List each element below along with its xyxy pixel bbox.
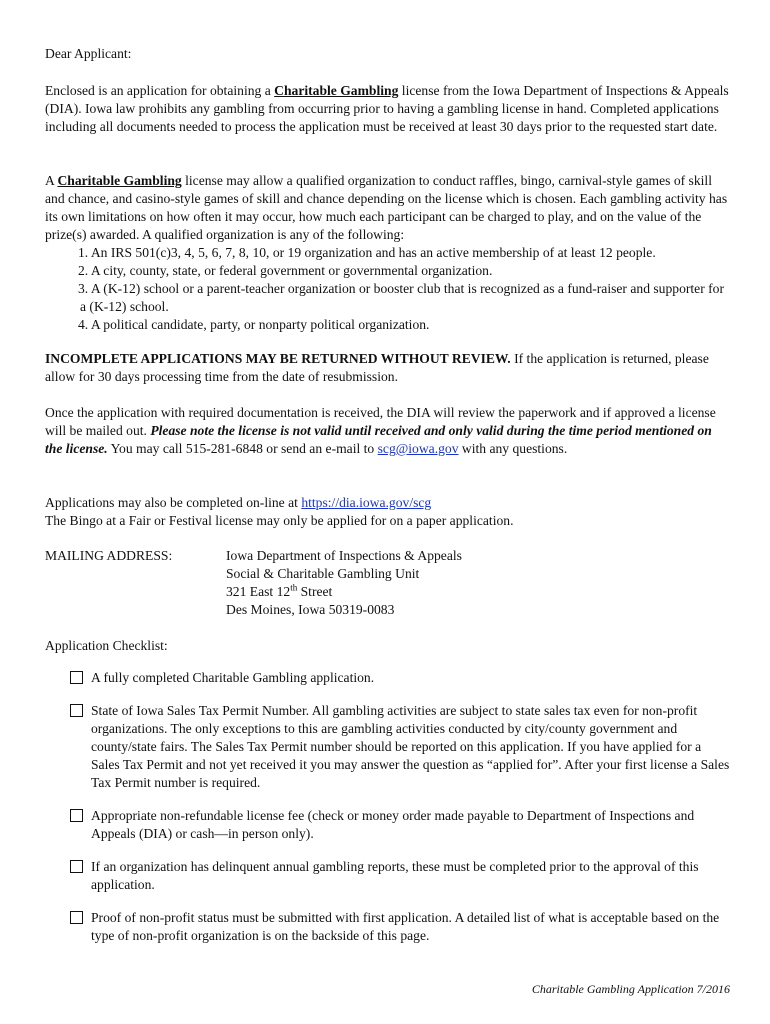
checklist-item (70, 702, 730, 792)
validity-note: Please note the license is not valid until received and only valid during the time period mentioned on the license. (45, 423, 712, 456)
qualified-organization-list (45, 244, 730, 334)
online-text: Applications may also be completed on-line at (45, 495, 302, 510)
intro-text-end: license from the Iowa Department of Inspections & Appeals (DIA). Iowa law prohibits any gambling from occurring prior to having a gambling license in hand. Completed applications including all documents needed to process the application must be received at least 30 days prior to the requested start date. (45, 83, 729, 134)
list-item: 2. A city, county, state, or federal government or governmental organization. (78, 263, 493, 278)
incomplete-warning: INCOMPLETE APPLICATIONS MAY BE RETURNED WITHOUT REVIEW. (45, 351, 511, 366)
bingo-note: The Bingo at a Fair or Festival license may only be applied for on a paper application. (45, 513, 514, 528)
review-paragraph (45, 404, 730, 458)
charitable-gambling-term: Charitable Gambling (57, 173, 182, 188)
intro-text-start: Enclosed is an application for obtaining a (45, 83, 275, 98)
license-text-start: A (45, 173, 58, 188)
checklist-title: Application Checklist: (45, 638, 168, 653)
mailing-address (226, 547, 626, 619)
checkbox[interactable] (70, 704, 83, 717)
checklist-item-text: If an organization has delinquent annual gambling reports, these must be completed prior to the approval of this application. (91, 859, 699, 892)
incomplete-warning-paragraph (45, 350, 730, 386)
page-footer: Charitable Gambling Application 7/2016 (531, 982, 730, 996)
checklist-item-text: State of Iowa Sales Tax Permit Number. All gambling activities are subject to state sales tax even for non-profit organizations. The only exceptions to this are gambling activities conducted by city/county government and county/state fairs. The Sales Tax Permit number should be reported on this application. If you have applied for a Sales Tax Permit and not yet received it you may answer the question as “applied for”. After your first license a Sales Tax Permit number is required. (91, 703, 730, 790)
license-text-end: license may allow a qualified organization to conduct raffles, bingo, carnival-style games of skill and chance, and casino-style games of skill and chance depending on the license which is chosen. Each gambling activity has its own limitations on how often it may occur, how much each participant can be charged to play, and on the value of the prize(s) awarded. A qualified organization is any of the following: (45, 173, 728, 242)
address-line: Des Moines, Iowa 50319-0083 (226, 602, 395, 617)
ordinal-suffix: th (290, 582, 298, 593)
street-number: 321 East 12 (226, 584, 291, 599)
review-text-mid: You may call 515-281-6848 or send an e-mail to (107, 441, 378, 456)
email-link[interactable]: scg@iowa.gov (377, 441, 459, 456)
mailing-address-label: MAILING ADDRESS: (45, 548, 173, 563)
online-paragraph (45, 494, 730, 530)
checklist-item (70, 909, 730, 945)
address-line: Iowa Department of Inspections & Appeals (226, 548, 462, 563)
address-line: Social & Charitable Gambling Unit (226, 566, 420, 581)
license-description (45, 172, 730, 334)
checkbox[interactable] (70, 809, 83, 822)
license-paragraph (45, 172, 730, 244)
review-text-start: Once the application with required documentation is received, the DIA will review the paperwork and if approved a license will be mailed out. (45, 405, 716, 438)
list-item: 3. A (K-12) school or a parent-teacher organization or booster club that is recognized as a fund-raiser and supporter for a (K-12) school. (78, 281, 724, 314)
intro-paragraph (45, 82, 730, 136)
checklist-item (70, 669, 730, 687)
incomplete-warning-text: If the application is returned, please allow for 30 days processing time from the date of resubmission. (45, 351, 709, 384)
checklist-item (70, 858, 730, 894)
review-text-end: with any questions. (458, 441, 568, 456)
list-item: 4. A political candidate, party, or nonparty political organization. (78, 317, 430, 332)
address-line (226, 583, 626, 601)
checklist-item-text: A fully completed Charitable Gambling application. (91, 670, 375, 685)
online-application-link[interactable]: https://dia.iowa.gov/scg (301, 495, 432, 510)
checkbox[interactable] (70, 911, 83, 924)
street-suffix: Street (297, 584, 333, 599)
checklist-item-text: Proof of non-profit status must be submitted with first application. A detailed list of what is acceptable based on the type of non-profit organization is on the backside of this page. (91, 910, 720, 943)
checkbox[interactable] (70, 860, 83, 873)
salutation: Dear Applicant: (45, 46, 132, 61)
checklist-item-text: Appropriate non-refundable license fee (check or money order made payable to Department of Inspections and Appeals (DIA) or cash—in person only). (91, 808, 695, 841)
online-line (45, 494, 730, 512)
charitable-gambling-term: Charitable Gambling (274, 83, 399, 98)
list-item: 1. An IRS 501(c)3, 4, 5, 6, 7, 8, 10, or 19 organization and has an active membership of at least 12 people. (78, 245, 656, 260)
checkbox[interactable] (70, 671, 83, 684)
checklist-item (70, 807, 730, 843)
